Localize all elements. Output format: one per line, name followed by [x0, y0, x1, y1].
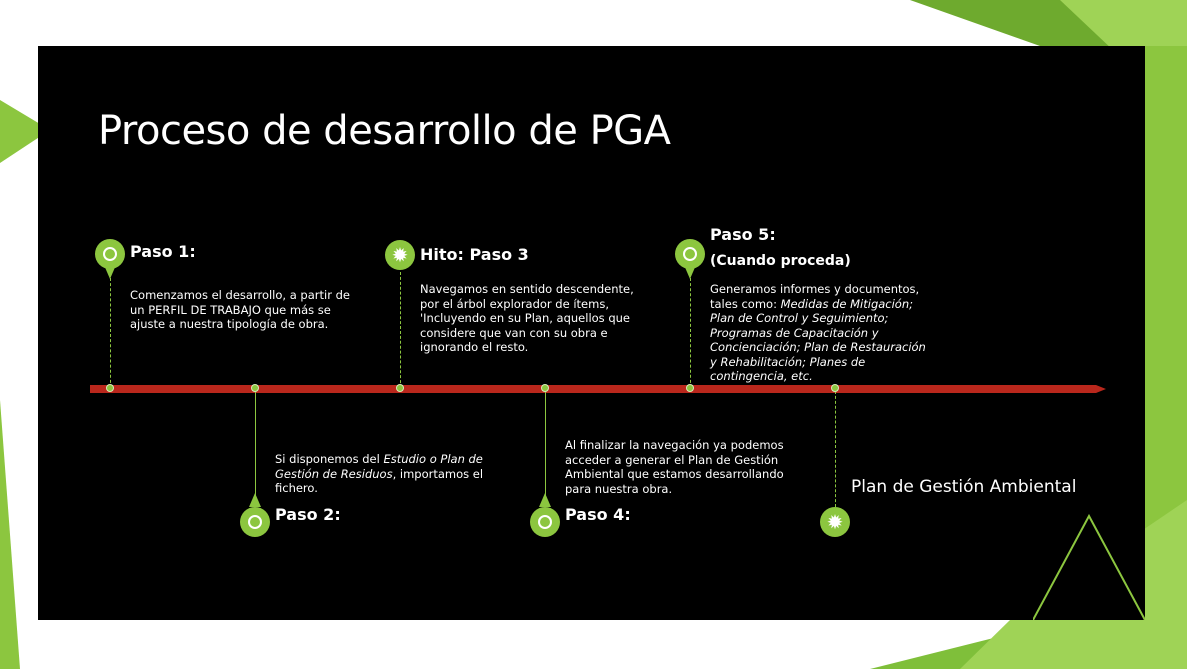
step-text-line: Navegamos en sentido descendente, — [420, 282, 634, 296]
step-text-paso4 — [565, 438, 815, 496]
step-subheading-paso5: (Cuando proceda) — [710, 253, 851, 269]
step-text-emphasis: y Rehabilitación; Planes de — [710, 354, 866, 369]
step-text-emphasis: contingencia, etc. — [710, 369, 813, 383]
step-text-emphasis: Estudio o Plan de — [383, 452, 483, 466]
map-pin-icon — [95, 239, 125, 283]
stem-hito3 — [400, 272, 401, 388]
step-heading-paso5: Paso 5: — [710, 225, 776, 244]
slide-title: Proceso de desarrollo de PGA — [98, 108, 671, 154]
step-text-line: ajuste a nuestra tipología de obra. — [130, 317, 329, 331]
stem-final — [835, 391, 836, 507]
timeline-dot-6 — [831, 384, 839, 392]
step-text-paso1 — [130, 288, 390, 332]
step-heading-paso2: Paso 2: — [275, 505, 341, 524]
step-text-line: acceder a generar el Plan de Gestión — [565, 452, 779, 467]
map-pin-icon — [240, 493, 270, 537]
timeline-dot-2 — [251, 384, 259, 392]
left-bottom-shape — [0, 400, 20, 669]
stem-paso5 — [690, 278, 691, 388]
step-text-hito3 — [420, 282, 660, 355]
slide — [38, 46, 1145, 620]
badge-icon: ✹ — [820, 507, 850, 537]
step-text-line: ignorando el resto. — [420, 340, 529, 354]
step-heading-paso1: Paso 1: — [130, 242, 196, 261]
timeline-dot-5 — [686, 384, 694, 392]
timeline-bar — [90, 385, 1096, 393]
step-text-part: tales como: — [710, 296, 781, 311]
step-text-part: , importamos el — [392, 466, 484, 481]
step-text-emphasis: Medidas de Mitigación; — [780, 296, 914, 311]
stem-paso2 — [255, 391, 256, 501]
step-text-line: Comenzamos el desarrollo, a partir de — [130, 288, 350, 302]
step-heading-final: Plan de Gestión Ambiental — [851, 477, 1077, 497]
map-pin-icon — [675, 239, 705, 283]
step-text-emphasis: Programas de Capacitación y — [710, 325, 879, 340]
timeline-dot-1 — [106, 384, 114, 392]
stem-paso4 — [545, 391, 546, 501]
map-pin-icon — [530, 493, 560, 537]
step-text-line: por el árbol explorador de ítems, — [420, 296, 609, 311]
step-text-emphasis: Gestión de Residuos — [275, 466, 393, 481]
step-text-emphasis: Concienciación; Plan de Restauración — [710, 340, 926, 354]
triangle-outline-decoration — [1033, 514, 1145, 620]
stem-paso1 — [110, 278, 111, 388]
step-text-line: Al finalizar la navegación ya podemos — [565, 438, 784, 452]
step-text-line: fichero. — [275, 481, 318, 495]
step-heading-paso4: Paso 4: — [565, 505, 631, 524]
badge-icon: ✹ — [385, 240, 415, 270]
step-text-line: para nuestra obra. — [565, 481, 673, 496]
step-text-line: Ambiental que estamos desarrollando — [565, 467, 784, 481]
timeline-arrow-tip — [1096, 385, 1106, 393]
step-text-line: un PERFIL DE TRABAJO que más se — [130, 302, 331, 317]
step-text-paso2 — [275, 452, 515, 496]
step-heading-hito3: Hito: Paso 3 — [420, 245, 529, 264]
timeline-dot-3 — [396, 384, 404, 392]
step-text-paso5 — [710, 282, 960, 384]
step-text-part: Si disponemos del — [275, 452, 384, 466]
step-text-line: considere que van con su obra e — [420, 325, 608, 340]
step-text-emphasis: Plan de Control y Seguimiento; — [710, 311, 889, 325]
timeline-dot-4 — [541, 384, 549, 392]
step-text-line: Generamos informes y documentos, — [710, 282, 920, 296]
step-text-line: 'Incluyendo en su Plan, aquellos que — [420, 311, 630, 325]
